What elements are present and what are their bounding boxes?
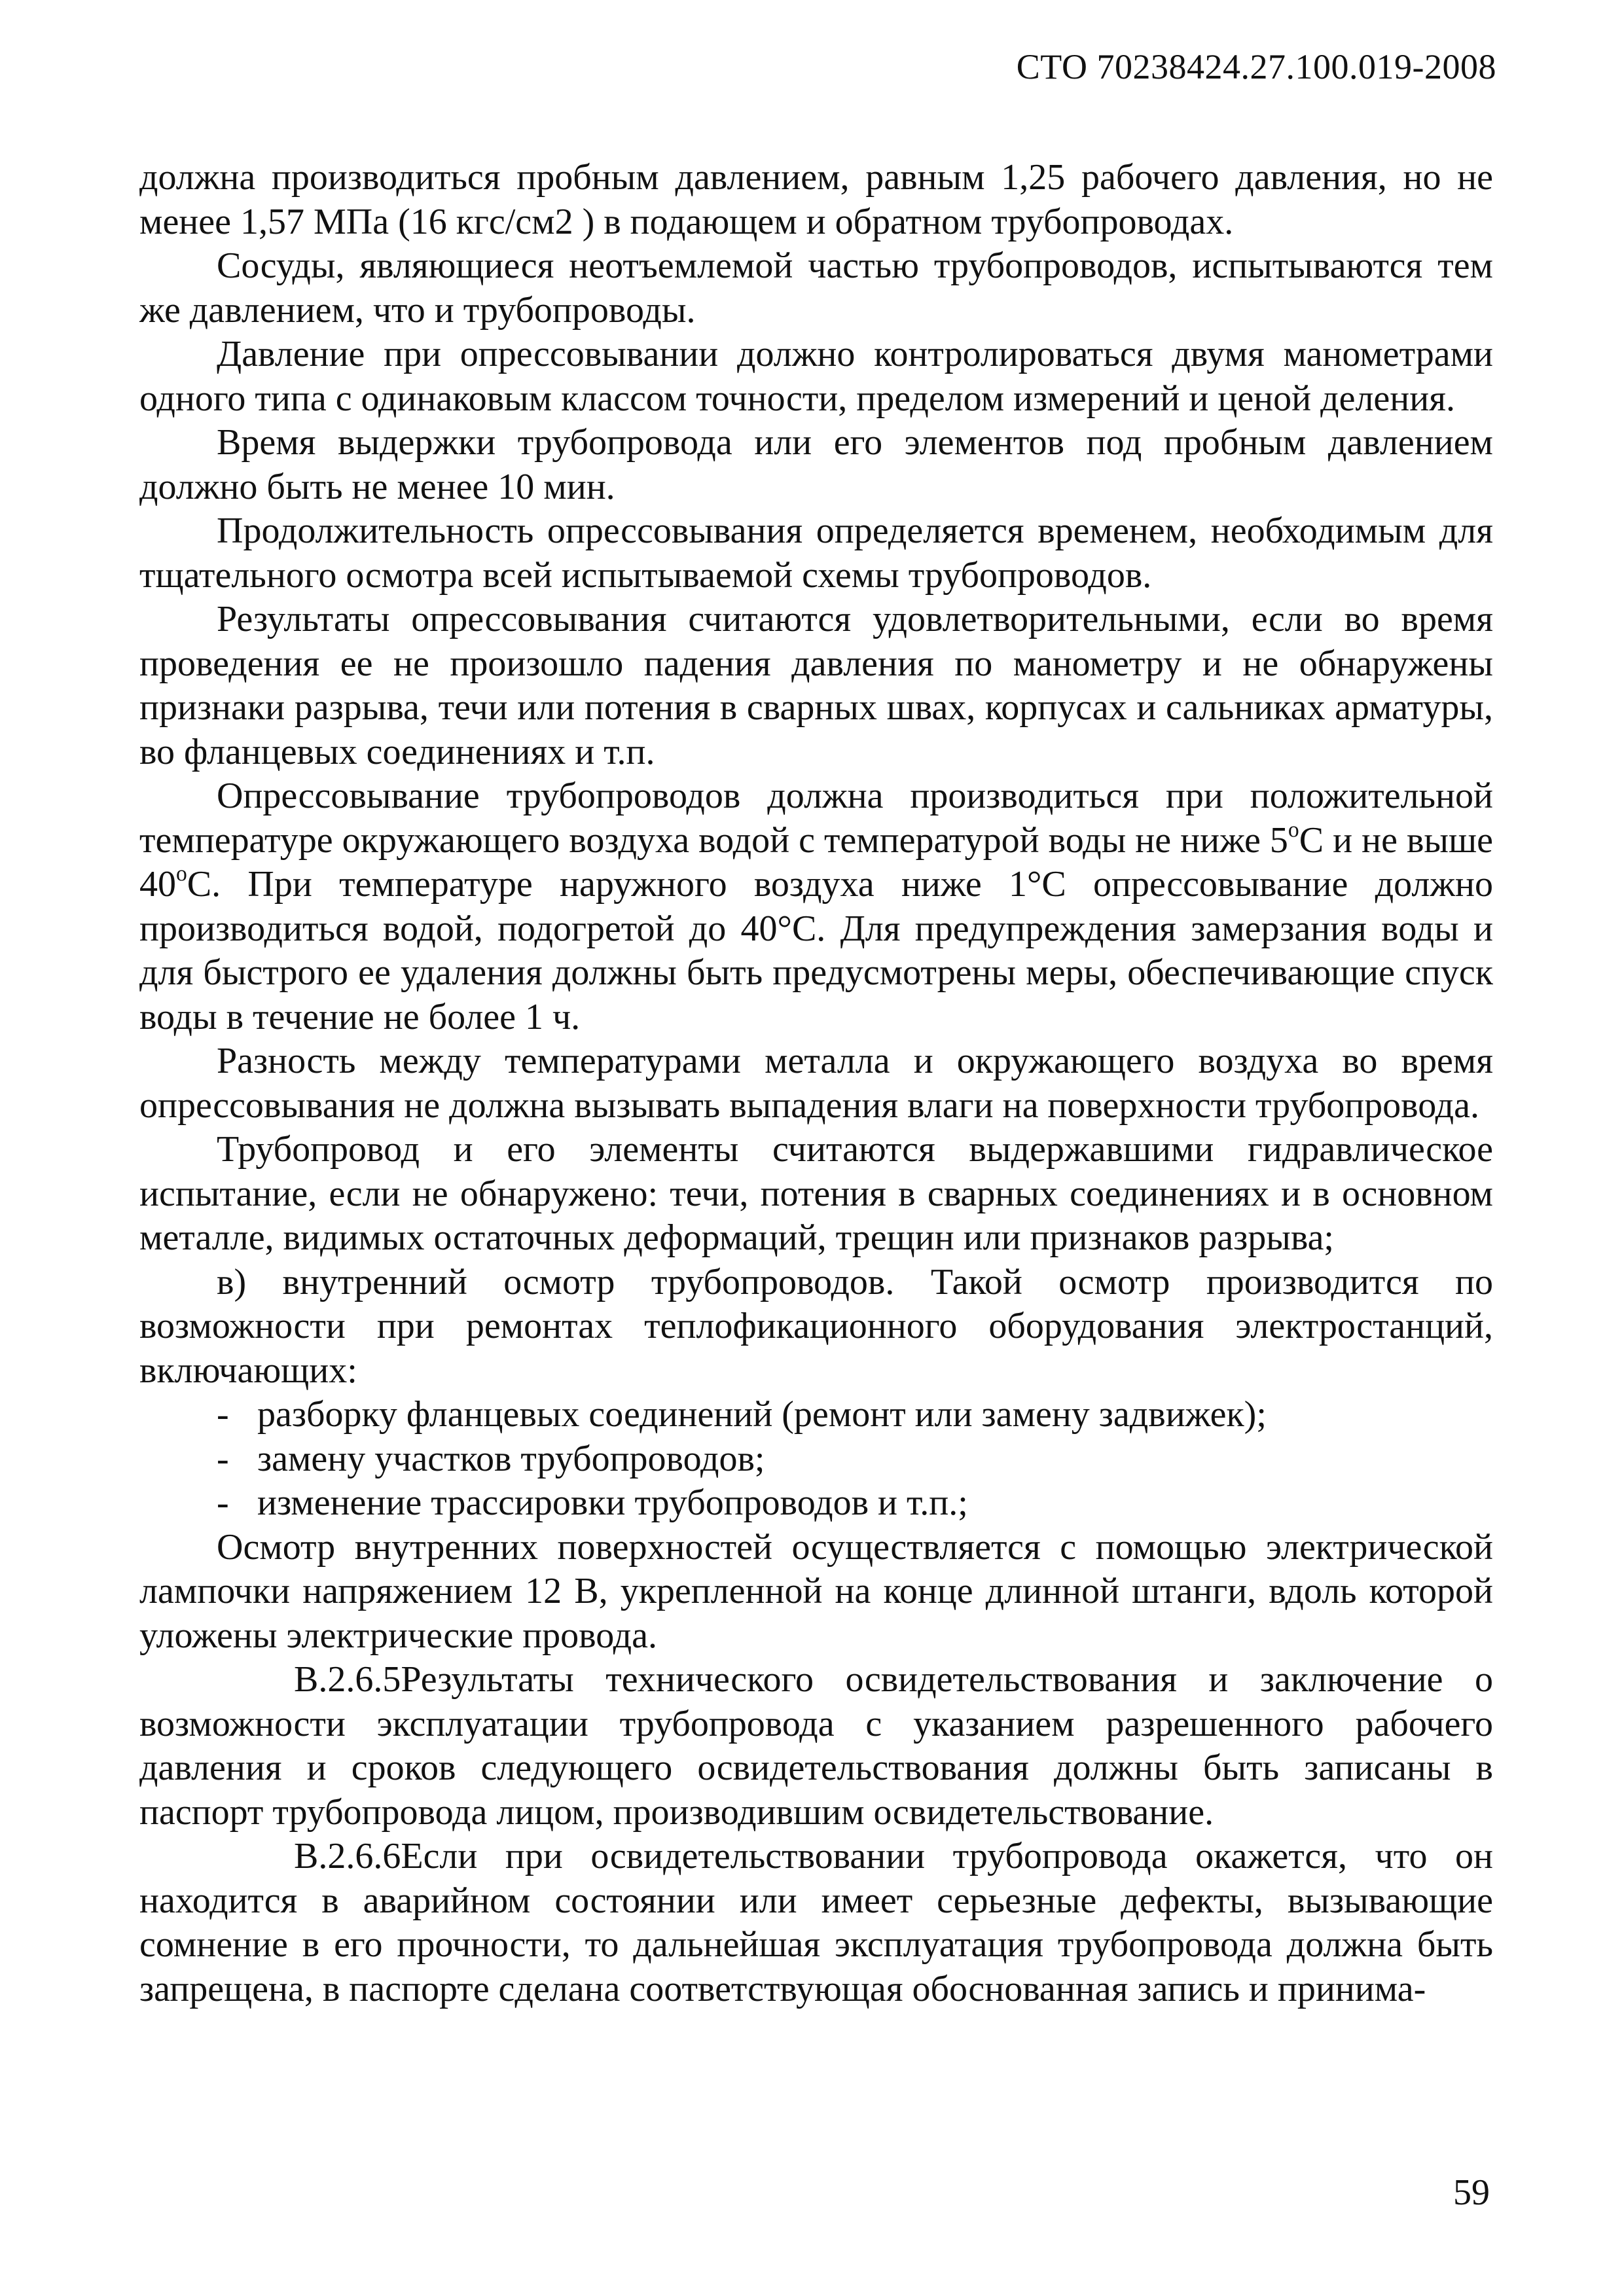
- list-dash: -: [217, 1438, 229, 1479]
- section-text: Если при освидетельствовании трубопровода окажется, что он находится в аварийном состоянии или имеет серьезные дефекты, вызывающие сомнение в его прочности, то дальнейшая эксплуатация трубопровода должна быть запрещена, в паспорте сделана соответствующая обоснованная запись и принима-: [139, 1836, 1493, 2009]
- paragraph-temperature: [139, 774, 1493, 1039]
- page-number: 59: [1453, 2172, 1490, 2213]
- list-item-text: изменение трассировки трубопроводов и т.п.;: [257, 1482, 968, 1523]
- temperature-text-c: С. При температуре наружного воздуха ниже 1°С опрессовывание должно производиться водой, подогретой до 40°С. Для предупреждения замерзания воды и для быстрого ее удаления должны быть предусмотрены меры, обеспечивающие спуск воды в течение не более 1 ч.: [139, 864, 1493, 1037]
- list-item-text: замену участков трубопроводов;: [257, 1438, 765, 1479]
- section-number: В.2.6.5: [294, 1659, 401, 1700]
- section-text: Результаты технического освидетельствования и заключение о возможности эксплуатации трубопровода с указанием разрешенного рабочего давления и сроков следующего освидетельствования должны быть записаны в паспорт трубопровода лицом, производившим освидетельствование.: [139, 1659, 1493, 1833]
- paragraph-duration: Продолжительность опрессовывания определяется временем, необходимым для тщательного осмотра всей испытываемой схемы трубопроводов.: [139, 511, 1493, 596]
- document-body: [139, 156, 1493, 2011]
- temperature-text-a: Опрессовывание трубопроводов должна производиться при положительной температуре окружающего воздуха водой с температурой воды не ниже 5: [139, 776, 1493, 861]
- degree-mark: о: [176, 861, 187, 886]
- paragraph-lamp-inspection: Осмотр внутренних поверхностей осуществляется с помощью электрической лампочки напряжением 12 В, укрепленной на конце длинной штанги, вдоль которой уложены электрические провода.: [139, 1526, 1493, 1656]
- degree-mark: о: [1288, 817, 1299, 842]
- list-item: [139, 1481, 1493, 1526]
- paragraph-hold-time: Время выдержки трубопровода или его элементов под пробным давлением должно быть не менее 10 мин.: [139, 422, 1493, 507]
- paragraph-vessels: Сосуды, являющиеся неотъемлемой частью трубопроводов, испытываются тем же давлением, что и трубопроводы.: [139, 245, 1493, 331]
- section-b-2-6-6: [139, 1835, 1493, 2011]
- paragraph-test-passed: Трубопровод и его элементы считаются выдержавшими гидравлическое испытание, если не обнаружено: течи, потения в сварных соединениях и в основном металле, видимых остаточных деформаций, трещин или признаков разрыва;: [139, 1129, 1493, 1258]
- list-dash: -: [217, 1394, 229, 1435]
- list-dash: -: [217, 1482, 229, 1523]
- paragraph-results: Результаты опрессовывания считаются удовлетворительными, если во время проведения ее не произошло падения давления по манометру и не обнаружены признаки разрыва, течи или потения в сварных швах, корпусах и сальниках арматуры, во фланцевых соединениях и т.п.: [139, 599, 1493, 772]
- section-number: В.2.6.6: [294, 1836, 401, 1876]
- paragraph-test-pressure: должна производиться пробным давлением, равным 1,25 рабочего давления, но не менее 1,57 МПа (16 кгс/см2 ) в подающем и обратном трубопроводах.: [139, 157, 1493, 242]
- paragraph-temperature-difference: Разность между температурами металла и окружающего воздуха во время опрессовывания не должна вызывать выпадения влаги на поверхности трубопровода.: [139, 1041, 1493, 1126]
- temperature-text-b: С и не выше 40: [139, 819, 1494, 905]
- paragraph-manometers: Давление при опрессовывании должно контролироваться двумя манометрами одного типа с одинаковым классом точности, пределом измерений и ценой деления.: [139, 334, 1493, 419]
- list-item: [139, 1437, 1493, 1482]
- list-item-text: разборку фланцевых соединений (ремонт или замену задвижек);: [257, 1394, 1267, 1435]
- document-code: СТО 70238424.27.100.019-2008: [1016, 47, 1496, 86]
- paragraph-internal-inspection: в) внутренний осмотр трубопроводов. Такой осмотр производится по возможности при ремонтах теплофикационного оборудования электростанций, включающих:: [139, 1261, 1493, 1391]
- list-item: [139, 1393, 1493, 1437]
- section-b-2-6-5: [139, 1658, 1493, 1835]
